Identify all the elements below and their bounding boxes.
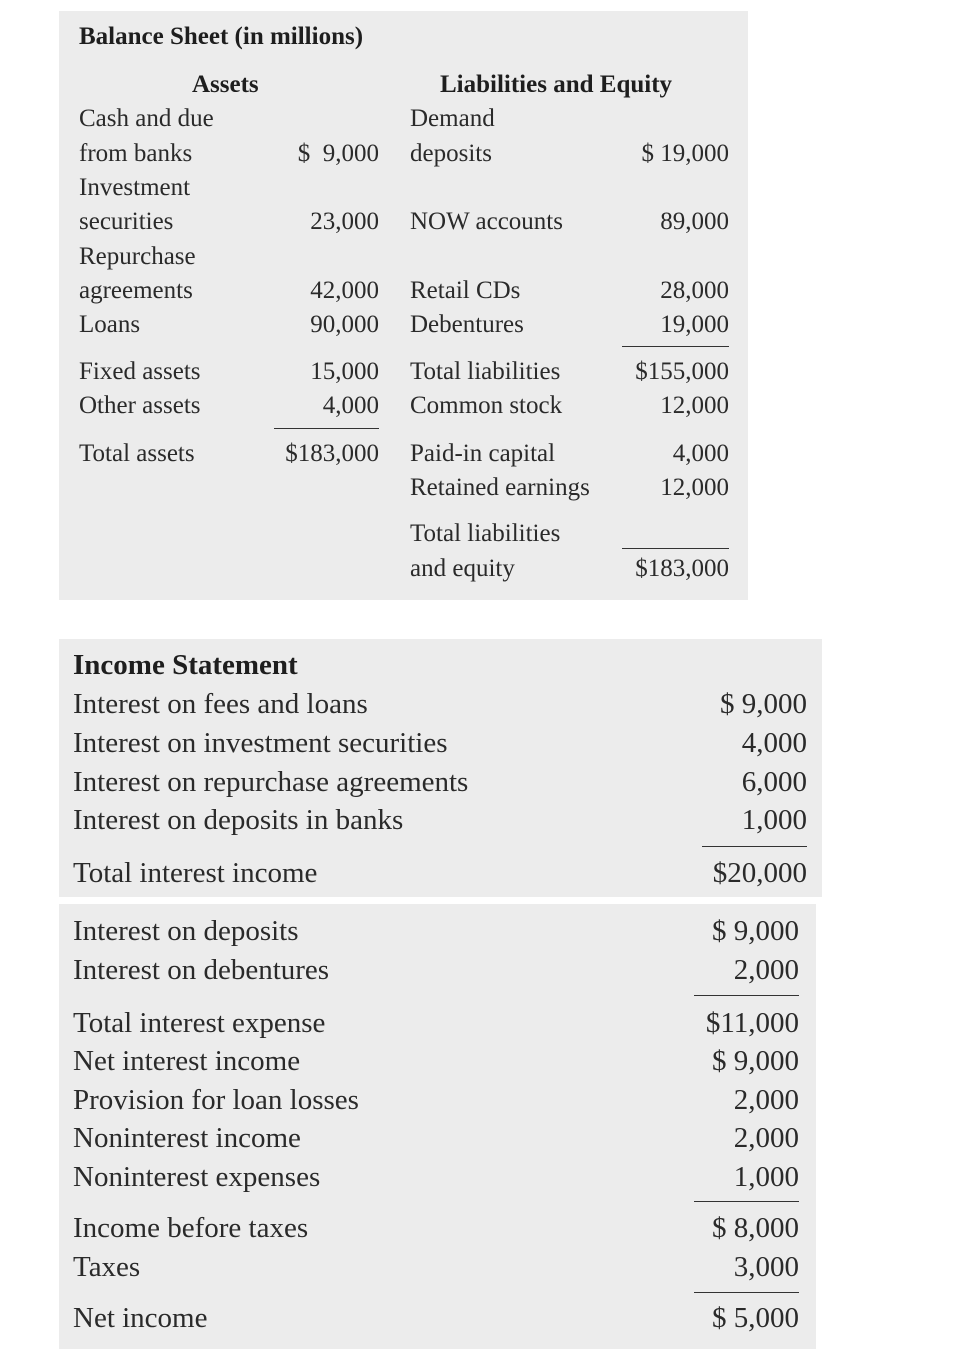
pretax-item-label: Income before taxes bbox=[73, 1212, 309, 1244]
liability-label: Demand bbox=[410, 105, 495, 132]
pretax-item-value: $ 8,000 bbox=[712, 1212, 799, 1244]
equity-label: Retained earnings bbox=[410, 474, 590, 501]
liabilities-equity-header: Liabilities and Equity bbox=[440, 71, 673, 98]
asset-value: 4,000 bbox=[322, 392, 379, 419]
net-income-label: Net income bbox=[73, 1302, 208, 1334]
summary-item-value: $11,000 bbox=[705, 1007, 799, 1039]
liabilities-total-rule bbox=[622, 346, 729, 347]
summary-item-value: 1,000 bbox=[733, 1161, 799, 1193]
expense-item-label: Interest on deposits bbox=[73, 915, 299, 947]
expense-item-value: $ 9,000 bbox=[712, 915, 799, 947]
asset-label: Loans bbox=[79, 311, 141, 338]
balance-sheet-title: Balance Sheet (in millions) bbox=[79, 23, 364, 50]
total-liabilities-equity-label: Total liabilities bbox=[410, 520, 561, 547]
income-statement-title: Income Statement bbox=[73, 649, 298, 681]
equity-value: 4,000 bbox=[672, 440, 729, 467]
summary-item-value: 2,000 bbox=[733, 1122, 799, 1154]
asset-value: 90,000 bbox=[310, 311, 379, 338]
assets-header: Assets bbox=[192, 71, 259, 98]
asset-label: securities bbox=[79, 208, 174, 235]
asset-label: Repurchase bbox=[79, 243, 196, 270]
income-item-value: 4,000 bbox=[741, 727, 807, 759]
total-liabilities-equity-label: and equity bbox=[410, 555, 515, 582]
total-assets-label: Total assets bbox=[79, 440, 195, 467]
liability-label: Debentures bbox=[410, 311, 524, 338]
equity-label: Paid-in capital bbox=[410, 440, 556, 467]
asset-label: agreements bbox=[79, 277, 193, 304]
asset-label: Other assets bbox=[79, 392, 201, 419]
asset-label: from banks bbox=[79, 140, 193, 167]
pretax-item-value: 3,000 bbox=[733, 1251, 799, 1283]
asset-value: 42,000 bbox=[310, 277, 379, 304]
liability-value: 19,000 bbox=[660, 311, 729, 338]
asset-label: Fixed assets bbox=[79, 358, 201, 385]
income-item-value: 1,000 bbox=[741, 804, 807, 836]
pretax-rule bbox=[694, 1201, 799, 1202]
liability-value: $ 19,000 bbox=[641, 140, 729, 167]
equity-value: 12,000 bbox=[660, 392, 729, 419]
summary-item-label: Net interest income bbox=[73, 1045, 301, 1077]
summary-item-value: $ 9,000 bbox=[712, 1045, 799, 1077]
total-assets-value: $183,000 bbox=[285, 440, 379, 467]
total-interest-income-label: Total interest income bbox=[73, 857, 318, 889]
income-item-value: $ 9,000 bbox=[720, 688, 807, 720]
total-interest-income-value: $20,000 bbox=[712, 857, 807, 889]
liability-value: 89,000 bbox=[660, 208, 729, 235]
assets-total-rule bbox=[274, 428, 379, 429]
liability-value: 28,000 bbox=[660, 277, 729, 304]
summary-item-label: Noninterest expenses bbox=[73, 1161, 321, 1193]
asset-label: Investment bbox=[79, 174, 191, 201]
net-income-value: $ 5,000 bbox=[712, 1302, 799, 1334]
liability-label: NOW accounts bbox=[410, 208, 563, 235]
total-liabilities-label: Total liabilities bbox=[410, 358, 561, 385]
total-liabilities-equity-value: $183,000 bbox=[635, 555, 729, 582]
asset-value: 15,000 bbox=[310, 358, 379, 385]
asset-value: $ 9,000 bbox=[297, 140, 379, 167]
income-item-label: Interest on deposits in banks bbox=[73, 804, 404, 836]
summary-item-label: Provision for loan losses bbox=[73, 1084, 359, 1116]
expense-item-value: 2,000 bbox=[733, 954, 799, 986]
expense-item-label: Interest on debentures bbox=[73, 954, 330, 986]
liability-label: Retail CDs bbox=[410, 277, 521, 304]
summary-item-label: Noninterest income bbox=[73, 1122, 301, 1154]
asset-label: Cash and due bbox=[79, 105, 214, 132]
income-item-label: Interest on fees and loans bbox=[73, 688, 368, 720]
income-item-label: Interest on investment securities bbox=[73, 727, 448, 759]
total-liabilities-value: $155,000 bbox=[635, 358, 729, 385]
income-item-label: Interest on repurchase agreements bbox=[73, 766, 469, 798]
pretax-item-label: Taxes bbox=[73, 1251, 141, 1283]
equity-value: 12,000 bbox=[660, 474, 729, 501]
summary-item-value: 2,000 bbox=[733, 1084, 799, 1116]
liability-label: deposits bbox=[410, 140, 492, 167]
net-income-rule bbox=[694, 1292, 799, 1293]
total-liabilities-equity-rule bbox=[622, 548, 729, 549]
interest-expense-total-rule bbox=[694, 995, 799, 996]
balance-sheet-panel bbox=[59, 11, 748, 600]
income-item-value: 6,000 bbox=[741, 766, 807, 798]
summary-item-label: Total interest expense bbox=[73, 1007, 326, 1039]
interest-income-total-rule bbox=[702, 846, 807, 847]
equity-label: Common stock bbox=[410, 392, 563, 419]
asset-value: 23,000 bbox=[310, 208, 379, 235]
